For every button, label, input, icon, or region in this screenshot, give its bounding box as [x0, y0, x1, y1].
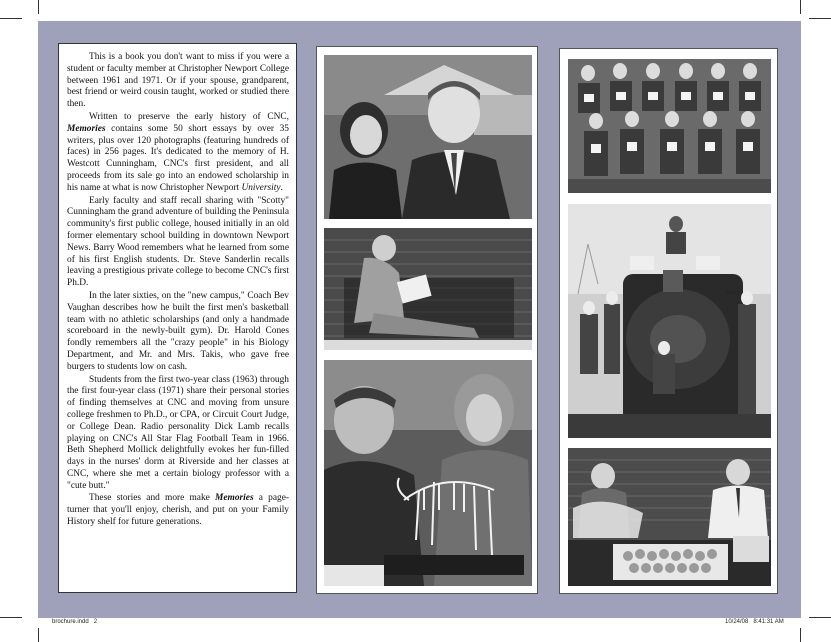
file-slug: brochure.indd 2	[52, 619, 98, 625]
crop-mark	[0, 617, 22, 618]
president-couple-photo	[324, 55, 532, 219]
book-title: Memories	[215, 493, 254, 504]
crop-mark	[800, 0, 801, 14]
locomotive-group-photo	[568, 204, 771, 438]
paragraph: Students from the first two-year class (1963) through the first four-year class (1971) share their personal stories of finding themselves at CNC and moving from unsure college freshmen to Ph.D., or CPA, or Circuit Court Judge, or College Dean. Radio personality Dick Lamb recalls playing on CNC's All Star Flag Football Team in 1966. Beth Shepherd Mollick delightfully evokes her fun-filled days in the nurses' dorm at Riverside and her classes at CNC, where she met a certain biology professor with a "cute butt."	[67, 374, 289, 491]
crop-mark	[0, 18, 22, 19]
bake-sale-photo	[568, 448, 771, 586]
paragraph: In the later sixties, on the "new campus," Coach Bev Vaughan describes how he built the first men's basketball team with no athletic scholarships (and only a handmade scoreboard in the newly-built gym). Dr. Harold Cones fondly remembers all the "crazy people" in his Biology Department, and Mr. and Mrs. Takis, who gave free burgers to students low on cash.	[67, 290, 289, 372]
biology-skeleton-photo	[324, 360, 532, 586]
crop-mark	[809, 18, 831, 19]
photo-caption-barry: Barry	[727, 290, 739, 296]
book-title: Memories	[67, 123, 106, 134]
cheerleaders-photo	[568, 59, 771, 193]
crop-mark	[38, 628, 39, 642]
student-reading-photo	[324, 228, 532, 350]
crop-mark	[809, 617, 831, 618]
paragraph: Written to preserve the early history of CNC, Memories contains some 50 short essays by over 35 writers, plus over 120 photographs (featuring hundreds of faces) in 256 pages. It's dedicated to the memory of H. Westcott Cunningham, CNC's first president, and all proceeds from its sale go into an endowed scholarship in his name at what is now Christopher Newport University.	[67, 111, 289, 193]
timestamp-slug: 10/24/08 8:41:31 AM	[725, 619, 784, 625]
paragraph: These stories and more make Memories a page-turner that you'll enjoy, cherish, and put on your Family History shelf for future generations.	[67, 493, 290, 528]
crop-mark	[800, 628, 801, 642]
paragraph: This is a book you don't want to miss if you were a student or faculty member at Christopher Newport College between 1961 and 1971. Or if your spouse, grandparent, best friend or weird cousin taught, worked or studied there then.	[67, 52, 289, 110]
crop-mark	[38, 0, 39, 14]
article-text-box	[58, 43, 297, 593]
paragraph: Early faculty and staff recall sharing with "Scotty" Cunningham the grand adventure of building the Peninsula community's first public college, housed initially in an old former elementary school building in downtown Newport News. Barry Wood remembers what he learned from some of his first English students. Dr. Steve Sanderlin recalls leaving a prestigious private college to become CNC's first Ph.D.	[67, 195, 289, 289]
